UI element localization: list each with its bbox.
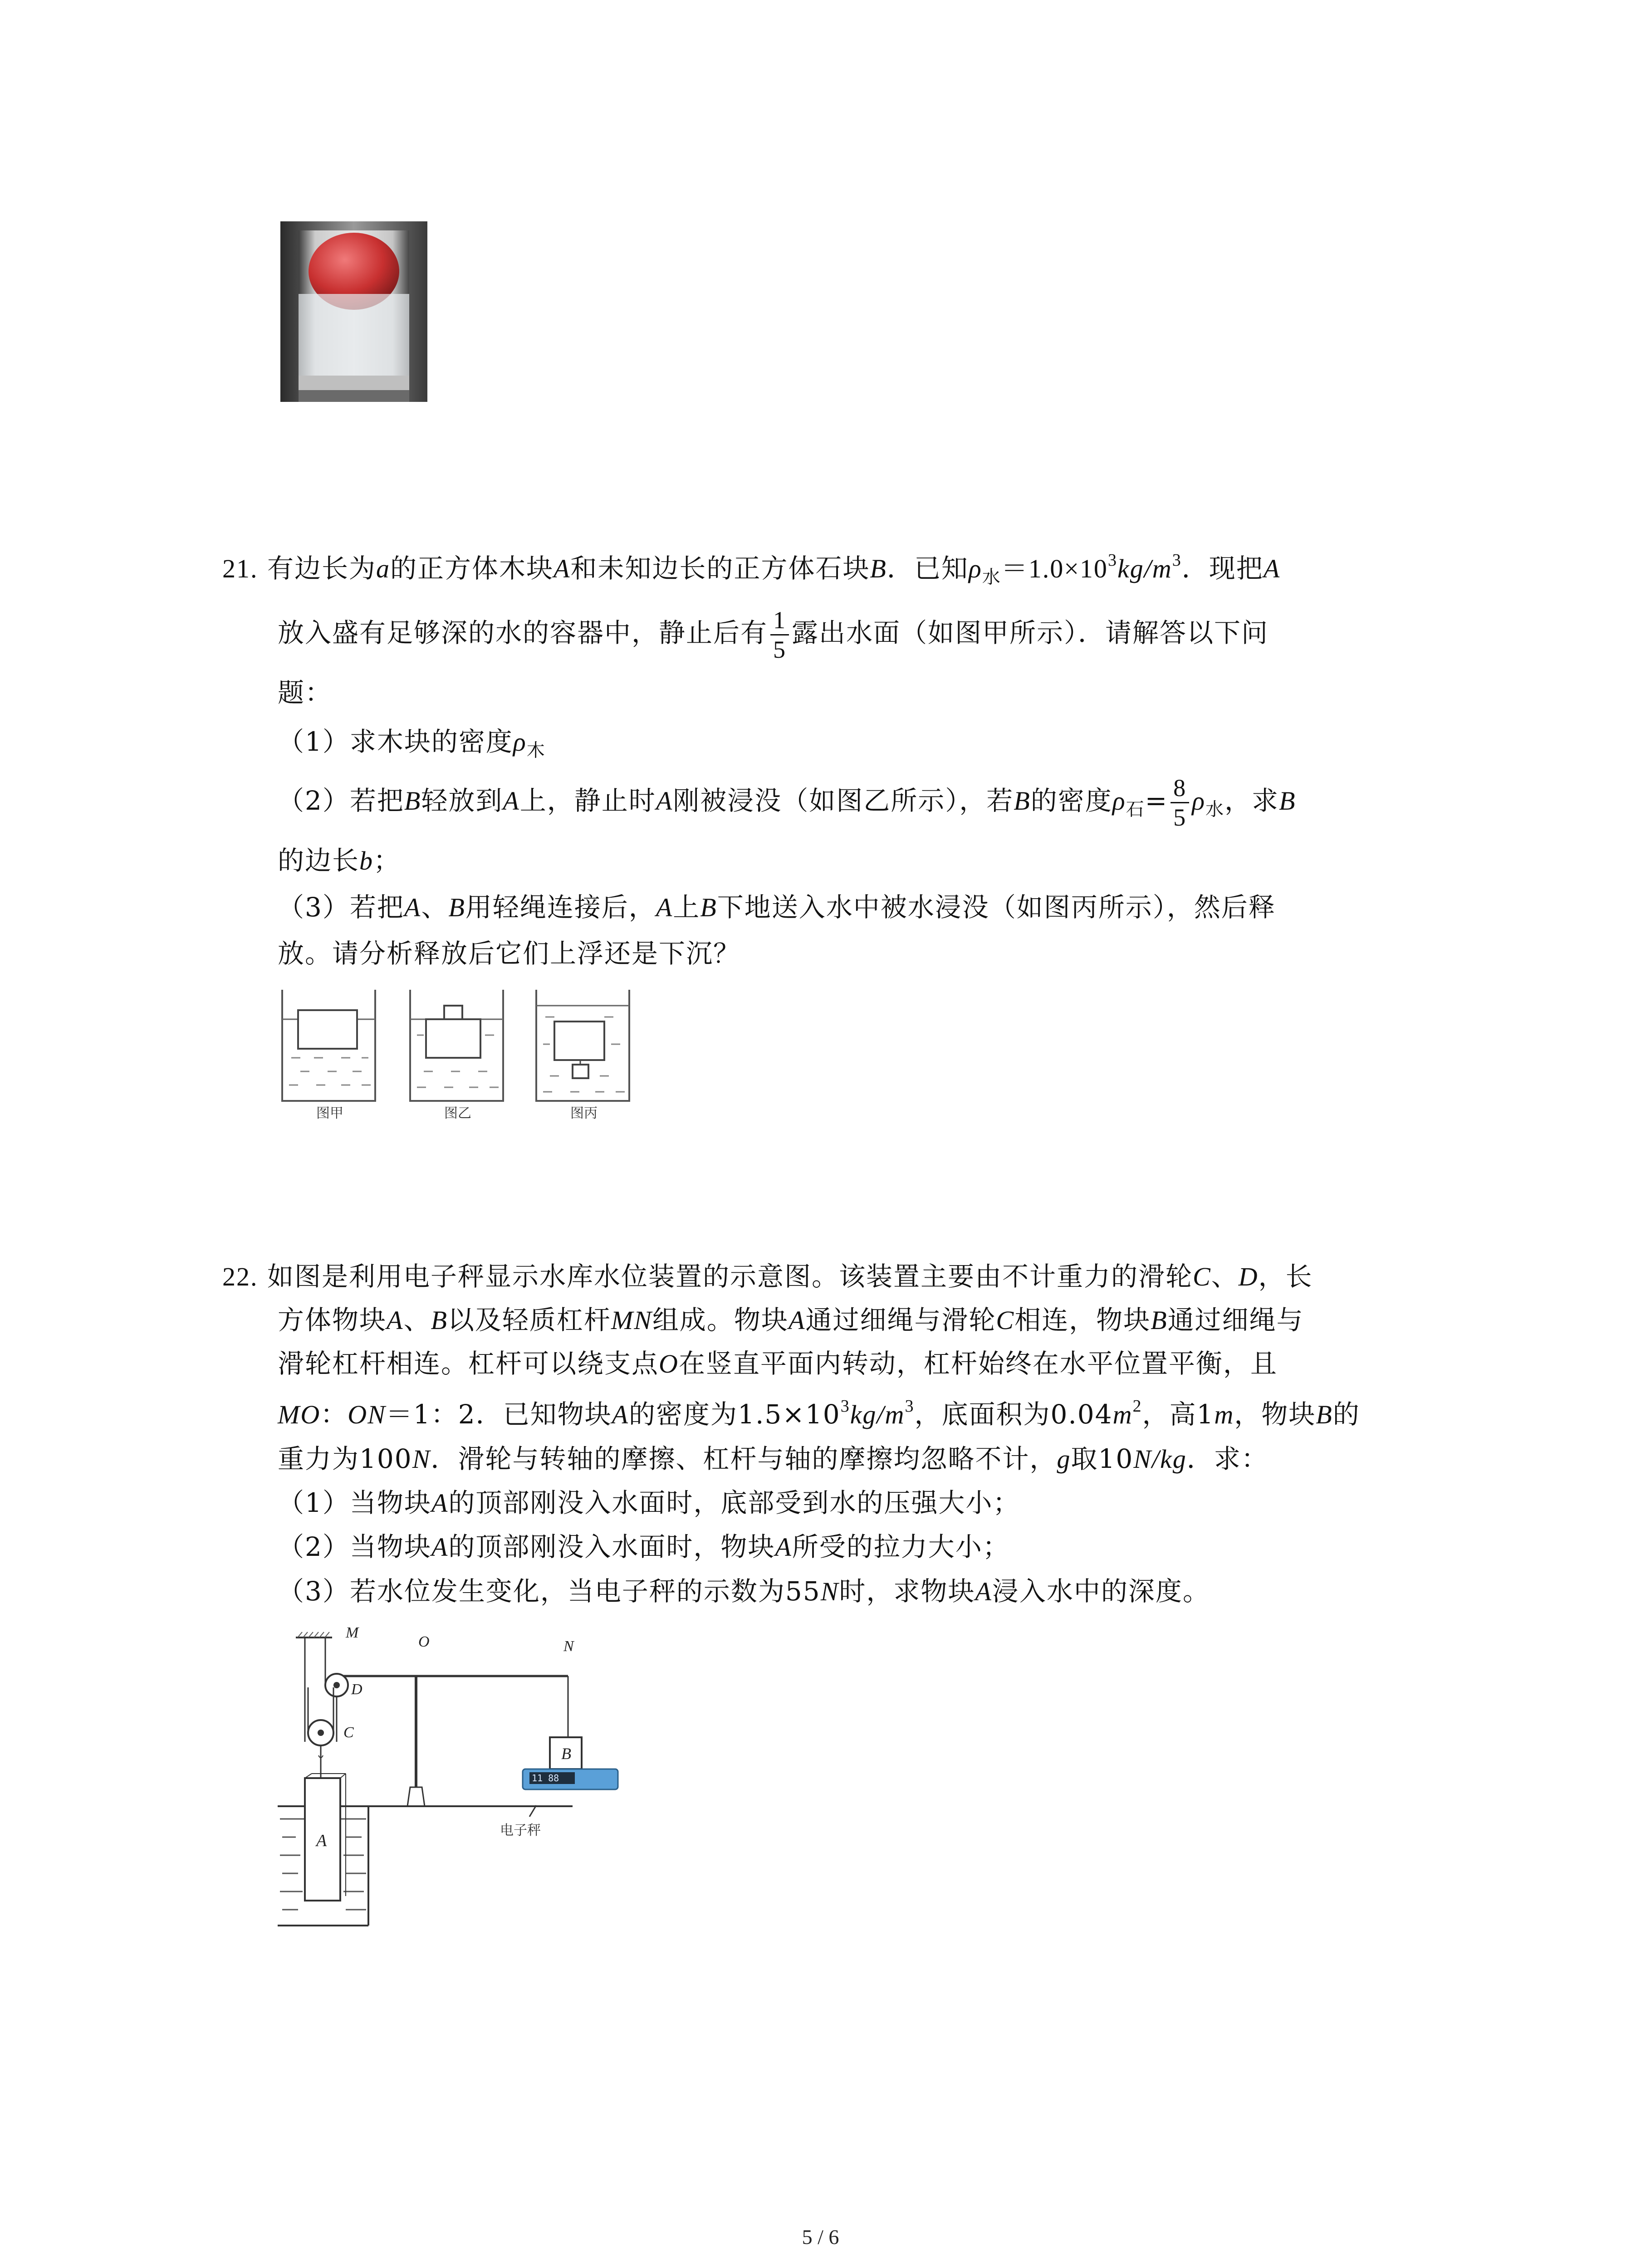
q21-line-1: 21. 有边长为a的正方体木块A和未知边长的正方体石块B．已知$\rho_水=1.0\times 10^3kg/m^3$．现把A xyxy=(222,550,1281,588)
q22-part-1: （1）当物块A的顶部刚没入水面时，底部受到水的压强大小； xyxy=(278,1487,1020,1518)
q22-line-5: 重力为100N．滑轮与转轴的摩擦、杠杆与轴的摩擦均忽略不计，g取10N/kg．求： xyxy=(278,1443,1269,1474)
page-number: 5 / 6 xyxy=(802,2225,839,2248)
fraction-one-fifth: $\frac{1}{5}$ xyxy=(770,606,789,664)
label-N: N xyxy=(563,1638,574,1655)
label-M: M xyxy=(346,1624,359,1641)
q21-part-3-cont: 放。请分析释放后它们上浮还是下沉？ xyxy=(278,938,741,969)
fraction-eight-fifths: $\frac{8}{5}$ xyxy=(1171,774,1189,831)
q21-number: 21. xyxy=(222,554,258,583)
figure-bing-label: 图丙 xyxy=(570,1105,598,1121)
scale-reading: 11 88 xyxy=(532,1773,559,1784)
q22-number: 22. xyxy=(222,1262,258,1291)
label-electronic-scale: 电子秤 xyxy=(500,1823,541,1838)
q22-part-3: （3）若水位发生变化，当电子秤的示数为55N时，求物块A浸入水中的深度。 xyxy=(278,1576,1210,1607)
q21-line-3: 题： xyxy=(278,677,333,708)
label-A: A xyxy=(316,1831,327,1850)
q21-figures xyxy=(278,985,632,1121)
figure-jia xyxy=(282,990,375,1121)
q22-line-3: 滑轮杠杆相连。杠杆可以绕支点O在竖直平面内转动，杠杆始终在水平位置平衡，且 xyxy=(278,1348,1278,1379)
q22-part-2: （2）当物块A的顶部刚没入水面时，物块A所受的拉力大小； xyxy=(278,1531,1010,1562)
q21-part-3: （3）若把A、B用轻绳连接后，A上B下地送入水中被水浸没（如图丙所示），然后释 xyxy=(278,892,1276,923)
figure-yi-label: 图乙 xyxy=(444,1105,471,1121)
q22-line-2: 方体物块A、B以及轻质杠杆MN组成。物块A通过细绳与滑轮C相连，物块B通过细绳与 xyxy=(278,1305,1304,1335)
label-D: D xyxy=(351,1681,362,1698)
label-C: C xyxy=(343,1724,354,1741)
q21-part-2-cont: 的边长b； xyxy=(278,845,401,876)
q21-part-1: （1）求木块的密度$\rho_木$ xyxy=(278,726,546,761)
apple-in-glass-photo xyxy=(280,221,427,402)
q22-lever-pulley-figure xyxy=(278,1624,627,1937)
q21-part-2: （2）若把B轻放到A上，静止时A刚被浸没（如图乙所示），若B的密度$\rho_石=$ $\frac{8}{5}$ $\rho_水$，求B xyxy=(278,774,1296,831)
figure-yi xyxy=(410,990,503,1121)
q22-line-4: MO：ON＝1：2．已知物块A的密度为$1.5\times 10^3kg/m^3$，底面积为$0.04m^2$，高1m，物块B的 xyxy=(278,1396,1360,1430)
figure-bing xyxy=(536,990,629,1121)
figure-jia-label: 图甲 xyxy=(316,1105,343,1121)
q21-line-2: 放入盛有足够深的水的容器中，静止后有 $\frac{1}{5}$ 露出水面（如图甲所示）．请解答以下问 xyxy=(278,606,1269,664)
q22-line-1: 22. 如图是利用电子秤显示水库水位装置的示意图。该装置主要由不计重力的滑轮C、D，长 xyxy=(222,1261,1313,1292)
label-B: B xyxy=(561,1745,571,1763)
label-O: O xyxy=(418,1633,430,1650)
